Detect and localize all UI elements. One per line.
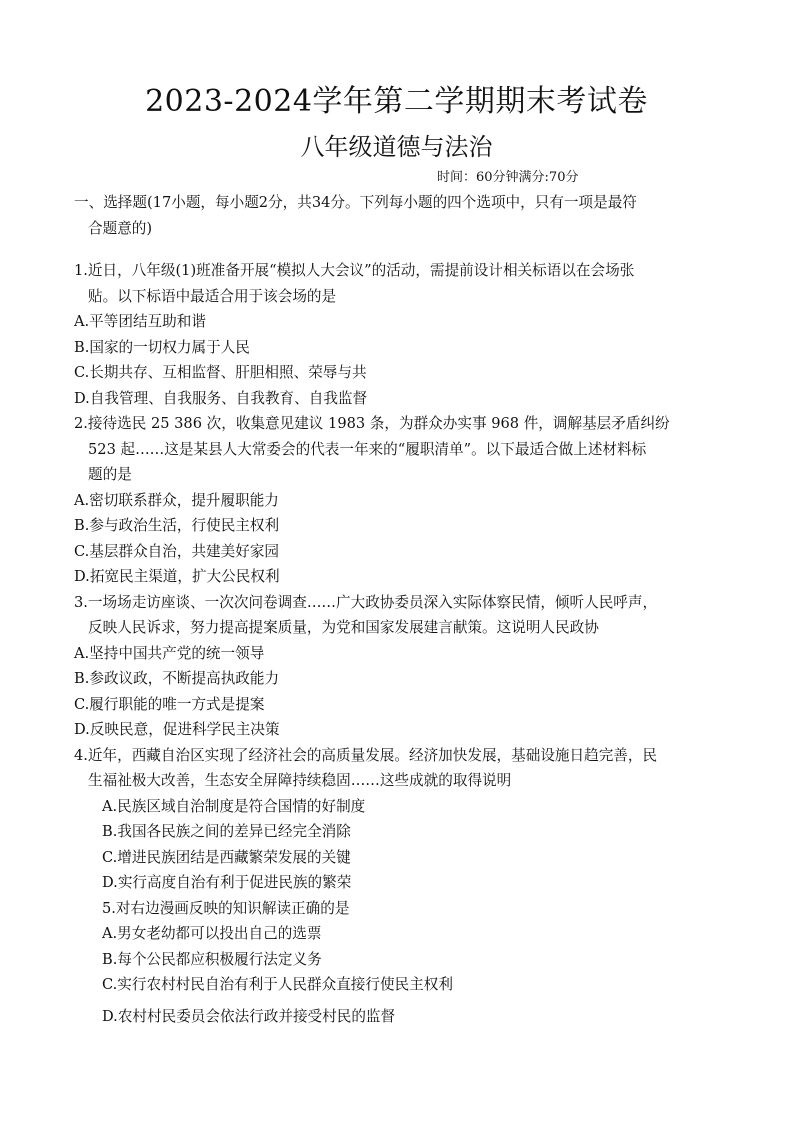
question-stem-line: 3.一场场走访座谈、一次次问卷调查……广大政协委员深入实际体察民情，倾听人民呼声， (74, 593, 658, 611)
exam-content (74, 190, 724, 1029)
option-c: C.履行职能的唯一方式是提案 (74, 695, 265, 713)
question-2 (74, 411, 724, 590)
question-5 (74, 896, 724, 1030)
question-stem-line: 题的是 (88, 466, 132, 483)
exam-subtitle: 八年级道德与法治 (300, 133, 493, 161)
option-b: B.参与政治生活，行使民主权利 (74, 517, 280, 534)
section-heading-line: 合题意的) (88, 219, 153, 237)
option-d: D.农村村民委员会依法行政并接受村民的监督 (102, 1007, 396, 1025)
option-c: C.长期共存、互相监督、肝胆相照、荣辱与共 (74, 364, 367, 381)
option-b: B.我国各民族之间的差异已经完全消除 (102, 823, 351, 840)
option-a: A.平等团结互助和谐 (74, 313, 206, 330)
option-a: A.民族区域自治制度是符合国情的好制度 (102, 797, 366, 815)
question-1 (74, 258, 724, 411)
option-c: C.增进民族团结是西藏繁荣发展的关键 (102, 848, 351, 866)
question-stem-line: 贴。以下标语中最适合用于该会场的是 (88, 287, 337, 305)
question-3 (74, 590, 724, 743)
question-stem-line: 2.接待选民 25 386 次，收集意见建议 1983 条，为群众办实事 968 件，调解基层矛盾纠纷 (74, 415, 670, 432)
option-a: A.坚持中国共产党的统一领导 (74, 644, 265, 662)
question-stem-line: 5.对右边漫画反映的知识解读正确的是 (102, 899, 350, 917)
option-b: B.参政议政，不断提高执政能力 (74, 670, 280, 687)
option-a: A.密切联系群众，提升履职能力 (74, 491, 279, 509)
section-heading (74, 190, 724, 241)
option-b: B.国家的一切权力属于人民 (74, 338, 250, 356)
section-heading-line: 一、选择题(17小题，每小题2分，共34分。下列每小题的四个选项中，只有一项是最符 (74, 194, 637, 211)
question-stem-line: 反映人民诉求，努力提高提案质量，为党和国家发展建言献策。这说明人民政协 (88, 619, 599, 636)
exam-title: 2023-2024学年第二学期期末考试卷 (145, 84, 648, 119)
option-a: A.男女老幼都可以投出自己的选票 (102, 925, 322, 942)
question-stem-line: 523 起……这是某县人大常委会的代表一年来的“履职清单”。以下最适合做上述材料标 (88, 440, 647, 458)
option-d: D.实行高度自治有利于促进民族的繁荣 (102, 874, 352, 891)
option-d: D.自我管理、自我服务、自我教育、自我监督 (74, 389, 368, 407)
option-c: C.实行农村村民自治有利于人民群众直接行使民主权利 (102, 976, 453, 993)
option-d: D.拓宽民主渠道，扩大公民权利 (74, 568, 280, 585)
question-stem-line: 生福祉极大改善，生态安全屏障持续稳固……这些成就的取得说明 (88, 772, 512, 789)
time-info: 时间：60分钟满分:70分 (437, 170, 579, 185)
question-stem-line: 1.近日，八年级(1)班准备开展“模拟人大会议”的活动，需提前设计相关标语以在会场张 (74, 262, 635, 279)
question-stem-line: 4.近年，西藏自治区实现了经济社会的高质量发展。经济加快发展，基础设施日趋完善，民 (74, 746, 658, 764)
option-b: B.每个公民都应积极履行法定义务 (102, 950, 322, 968)
option-d: D.反映民意，促进科学民主决策 (74, 721, 280, 738)
option-c: C.基层群众自治，共建美好家园 (74, 542, 280, 560)
question-4 (74, 743, 724, 896)
